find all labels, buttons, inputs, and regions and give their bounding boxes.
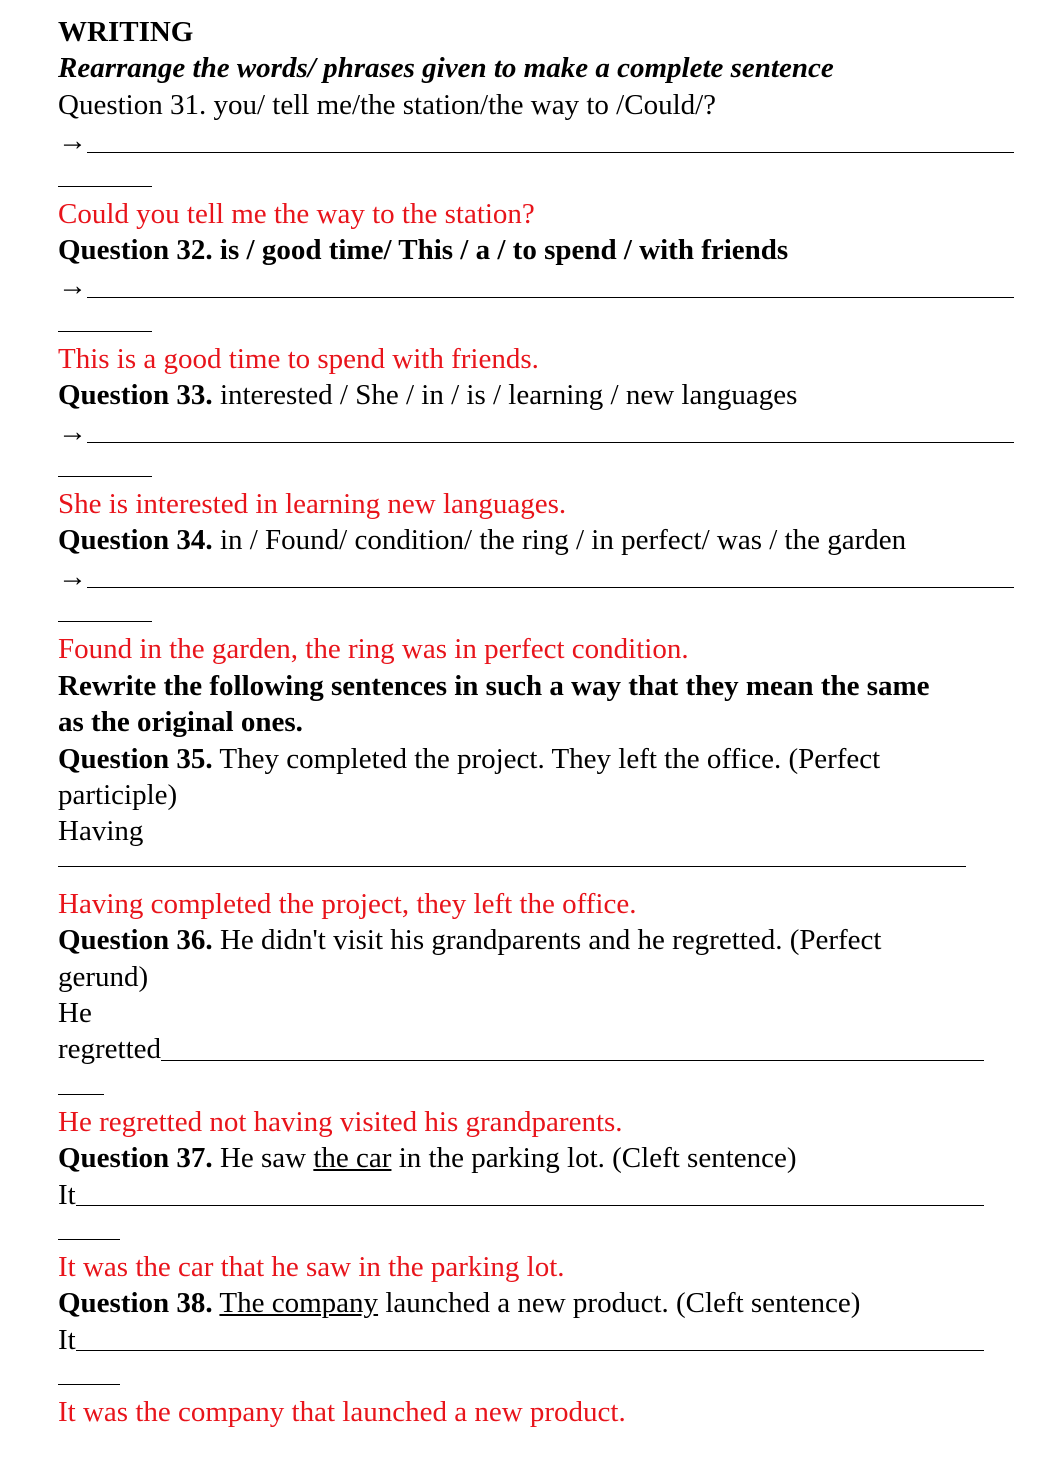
answer-line-32 [58, 268, 1014, 304]
answer-line-34 [58, 559, 1014, 595]
question-text: He didn't visit his grandparents and he regretted. (Perfect gerund) [58, 924, 882, 993]
answer-blank [87, 152, 1014, 153]
question-text: in the parking lot. (Cleft sentence) [391, 1142, 797, 1175]
answer-blank-continuation [58, 1213, 1014, 1249]
question-34 [58, 522, 1014, 558]
arrow-icon: → [58, 415, 87, 448]
question-text: in / Found/ condition/ the ring / in perfect/ was / the garden [212, 524, 907, 557]
answer-34: Found in the garden, the ring was in perfect condition. [58, 633, 689, 666]
answer-line-31 [58, 123, 1014, 159]
part1-instruction: Rearrange the words/ phrases given to make a complete sentence [58, 52, 834, 85]
question-label: Question 33. [58, 379, 213, 412]
question-text: He saw [212, 1142, 314, 1175]
answer-35: Having completed the project, they left the office. [58, 887, 637, 920]
underlined-phrase: the car [313, 1142, 392, 1175]
answer-38: It was the company that launched a new product. [58, 1396, 626, 1429]
answer-31: Could you tell me the way to the station? [58, 197, 535, 230]
answer-blank-continuation [58, 1358, 1014, 1394]
question-35 [58, 741, 958, 814]
prompt-38: It [58, 1323, 76, 1356]
question-label: Question 38. [58, 1287, 213, 1320]
answer-blank [87, 297, 1014, 298]
answer-blank-continuation [58, 305, 1014, 341]
answer-blank-continuation [58, 160, 1014, 196]
answer-blank [76, 1205, 984, 1206]
prompt-35: Having [58, 815, 144, 848]
answer-blank [58, 850, 1014, 886]
answer-32: This is a good time to spend with friends. [58, 342, 539, 375]
arrow-icon: → [58, 560, 87, 593]
answer-line-37 [58, 1177, 984, 1213]
answer-blank-continuation [58, 595, 1014, 631]
part2-instruction: Rewrite the following sentences in such a way that they mean the same as the original ones. [58, 669, 930, 739]
prompt-36-line1: He [58, 996, 92, 1029]
question-label: Question 35. [58, 742, 213, 775]
prompt-37: It [58, 1178, 76, 1211]
question-text: They completed the project. They left the office. (Perfect participle) [58, 742, 881, 811]
question-label: Question 34. [58, 524, 213, 557]
section-title: WRITING [58, 16, 194, 48]
answer-line-33 [58, 414, 1014, 450]
answer-33: She is interested in learning new languages. [58, 488, 567, 521]
answer-blank [161, 1060, 984, 1061]
question-38 [58, 1285, 1014, 1321]
question-37 [58, 1140, 1014, 1176]
answer-37: It was the car that he saw in the parking lot. [58, 1250, 565, 1283]
question-36 [58, 922, 958, 995]
answer-blank-continuation [58, 1068, 1014, 1104]
question-text: launched a new product. (Cleft sentence) [378, 1287, 861, 1320]
answer-36: He regretted not having visited his grandparents. [58, 1105, 623, 1138]
prompt-36-line2: regretted [58, 1033, 162, 1066]
question-text: interested / She / in / is / learning / new languages [212, 379, 798, 412]
question-32: Question 32. is / good time/ This / a / to spend / with friends [58, 234, 789, 267]
answer-blank [87, 587, 1014, 588]
answer-line-38 [58, 1322, 984, 1358]
answer-blank-continuation [58, 450, 1014, 486]
question-label: Question 36. [58, 924, 213, 957]
arrow-icon: → [58, 270, 87, 303]
answer-blank [76, 1350, 984, 1351]
underlined-phrase: The company [219, 1287, 379, 1320]
question-label: Question 37. [58, 1142, 213, 1175]
answer-blank [87, 442, 1014, 443]
question-31: Question 31. you/ tell me/the station/the way to /Could/? [58, 88, 717, 121]
arrow-icon: → [58, 125, 87, 158]
answer-line-36 [58, 1031, 984, 1067]
question-33 [58, 377, 1014, 413]
